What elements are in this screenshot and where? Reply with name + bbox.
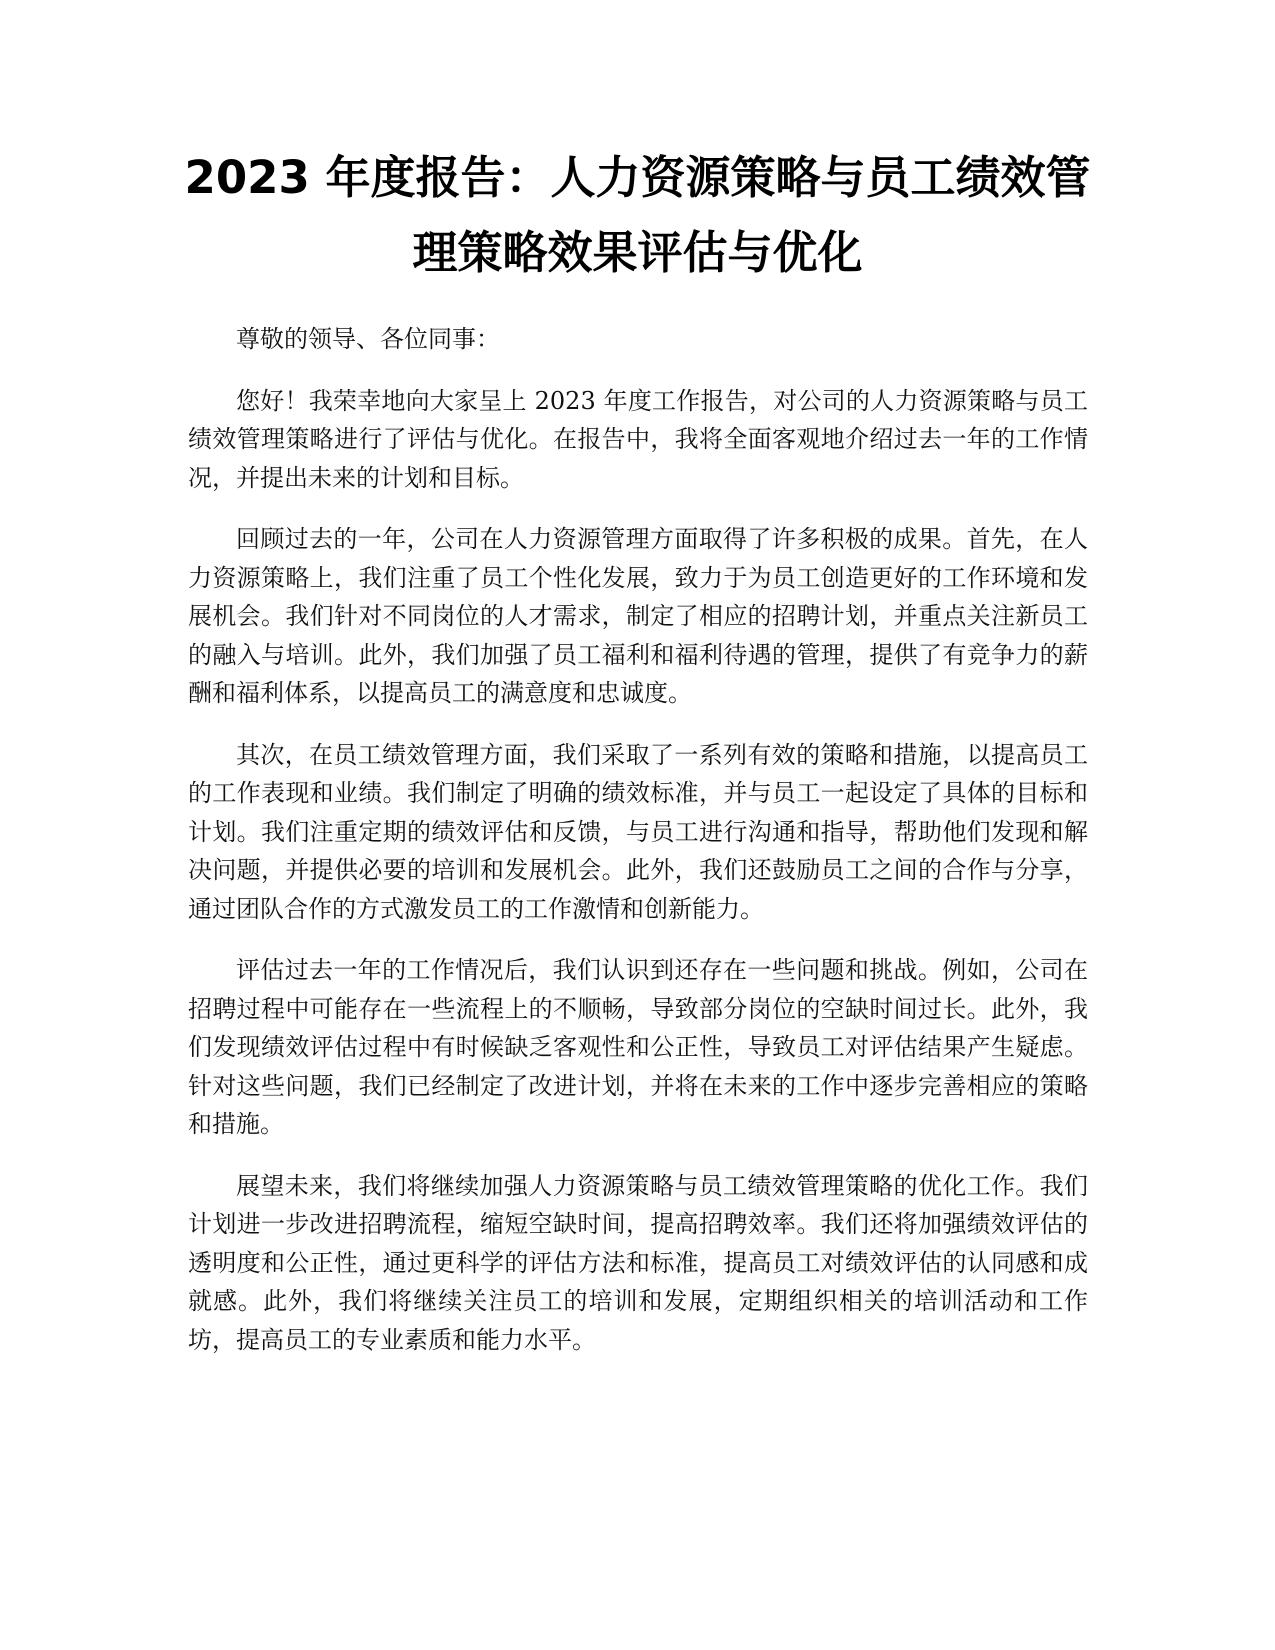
document-body [188, 320, 1088, 1382]
title-line-1: 2023 年度报告：人力资源策略与员工绩效管 [184, 151, 1091, 204]
paragraph-outlook: 展望未来，我们将继续加强人力资源策略与员工绩效管理策略的优化工作。我们计划进一步改进招聘流程，缩短空缺时间，提高招聘效率。我们还将加强绩效评估的透明度和公正性，通过更科学的评估方法和标准，提高员工对绩效评估的认同感和成就感。此外，我们将继续关注员工的培训和发展，定期组织相关的培训活动和工作坊，提高员工的专业素质和能力水平。 [188, 1171, 1088, 1354]
paragraph-performance: 其次，在员工绩效管理方面，我们采取了一系列有效的策略和措施，以提高员工的工作表现和业绩。我们制定了明确的绩效标准，并与员工一起设定了具体的目标和计划。我们注重定期的绩效评估和反馈，与员工进行沟通和指导，帮助他们发现和解决问题，并提供必要的培训和发展机会。此外，我们还鼓励员工之间的合作与分享，通过团队合作的方式激发员工的工作激情和创新能力。 [188, 740, 1088, 923]
paragraph-issues: 评估过去一年的工作情况后，我们认识到还存在一些问题和挑战。例如，公司在招聘过程中可能存在一些流程上的不顺畅，导致部分岗位的空缺时间过长。此外，我们发现绩效评估过程中有时候缺乏客观性和公正性，导致员工对评估结果产生疑虑。针对这些问题，我们已经制定了改进计划，并将在未来的工作中逐步完善相应的策略和措施。 [188, 956, 1088, 1138]
document-title [150, 140, 1125, 290]
paragraph-greeting: 您好！我荣幸地向大家呈上 2023 年度工作报告，对公司的人力资源策略与员工绩效管理策略进行了评估与优化。在报告中，我将全面客观地介绍过去一年的工作情况，并提出未来的计划和目标。 [188, 386, 1088, 492]
title-line-2: 理策略效果评估与优化 [412, 226, 863, 279]
paragraph-review: 回顾过去的一年，公司在人力资源管理方面取得了许多积极的成果。首先，在人力资源策略上，我们注重了员工个性化发展，致力于为员工创造更好的工作环境和发展机会。我们针对不同岗位的人才需求，制定了相应的招聘计划，并重点关注新员工的融入与培训。此外，我们加强了员工福利和福利待遇的管理，提供了有竞争力的薪酬和福利体系，以提高员工的满意度和忠诚度。 [188, 525, 1088, 707]
salutation: 尊敬的领导、各位同事： [236, 325, 500, 353]
